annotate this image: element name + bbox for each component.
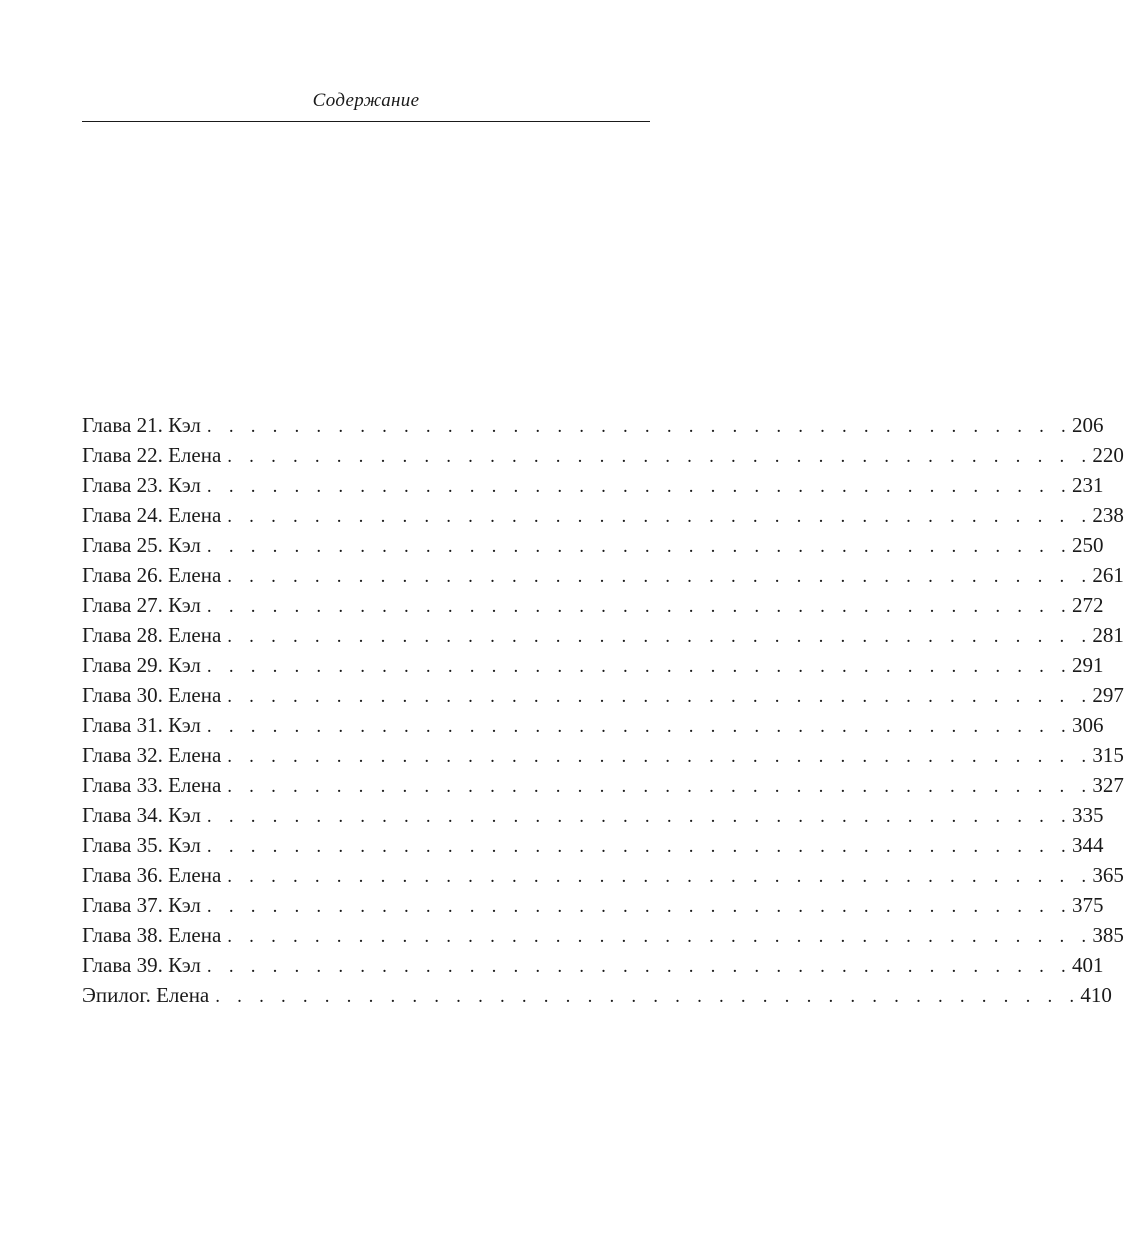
toc-entry-page: 238 [1092, 503, 1124, 527]
toc-entry-title: Глава 32. Елена [82, 743, 222, 767]
toc-entry[interactable] [82, 650, 1104, 680]
dot-leader: . . . . . . . . . . . . . . . . . . . . . . . . . . . . . . . . . . . . . . . . [227, 506, 1093, 527]
table-of-contents [82, 410, 1124, 1010]
dot-leader: . . . . . . . . . . . . . . . . . . . . . . . . . . . . . . . . . . . . . . . . [227, 626, 1093, 647]
toc-entry-title: Глава 37. Кэл [82, 893, 201, 917]
toc-entry-title: Глава 28. Елена [82, 623, 222, 647]
toc-entry[interactable] [82, 680, 1124, 710]
toc-entry-page: 365 [1092, 863, 1124, 887]
toc-entry[interactable] [82, 890, 1104, 920]
toc-entry-title: Глава 27. Кэл [82, 593, 201, 617]
toc-entry-page: 231 [1071, 473, 1104, 497]
toc-entry[interactable] [82, 800, 1104, 830]
dot-leader: . . . . . . . . . . . . . . . . . . . . . . . . . . . . . . . . . . . . . . . . [227, 926, 1093, 947]
dot-leader: . . . . . . . . . . . . . . . . . . . . . . . . . . . . . . . . . . . . . . . . [206, 596, 1072, 617]
toc-entry-page: 335 [1071, 803, 1104, 827]
toc-entry-page: 401 [1071, 953, 1104, 977]
toc-entry-title: Эпилог. Елена [82, 983, 210, 1007]
toc-entry[interactable] [82, 830, 1104, 860]
header-rule [82, 121, 650, 122]
toc-entry-title: Глава 21. Кэл [82, 413, 201, 437]
toc-entry[interactable] [82, 740, 1124, 770]
toc-entry[interactable] [82, 590, 1104, 620]
toc-entry-title: Глава 23. Кэл [82, 473, 201, 497]
toc-entry[interactable] [82, 410, 1104, 440]
toc-entry-page: 306 [1071, 713, 1104, 737]
toc-entry-page: 327 [1092, 773, 1124, 797]
running-header-title: Содержание [312, 90, 420, 111]
toc-entry[interactable] [82, 770, 1124, 800]
toc-entry[interactable] [82, 950, 1104, 980]
toc-entry-page: 272 [1071, 593, 1104, 617]
toc-entry-page: 250 [1071, 533, 1104, 557]
dot-leader: . . . . . . . . . . . . . . . . . . . . . . . . . . . . . . . . . . . . . . . . [227, 746, 1093, 767]
toc-entry-title: Глава 29. Кэл [82, 653, 201, 677]
dot-leader: . . . . . . . . . . . . . . . . . . . . . . . . . . . . . . . . . . . . . . . . [206, 536, 1072, 557]
toc-entry-title: Глава 26. Елена [82, 563, 222, 587]
toc-entry[interactable] [82, 920, 1124, 950]
dot-leader: . . . . . . . . . . . . . . . . . . . . . . . . . . . . . . . . . . . . . . . . [206, 806, 1072, 827]
toc-entry-title: Глава 33. Елена [82, 773, 222, 797]
toc-entry[interactable] [82, 980, 1112, 1010]
toc-entry[interactable] [82, 560, 1124, 590]
toc-entry-title: Глава 25. Кэл [82, 533, 201, 557]
toc-entry-title: Глава 36. Елена [82, 863, 222, 887]
dot-leader: . . . . . . . . . . . . . . . . . . . . . . . . . . . . . . . . . . . . . . . . [206, 956, 1072, 977]
toc-entry[interactable] [82, 860, 1124, 890]
toc-entry-page: 375 [1071, 893, 1104, 917]
dot-leader: . . . . . . . . . . . . . . . . . . . . . . . . . . . . . . . . . . . . . . . . [206, 416, 1072, 437]
toc-entry-page: 410 [1080, 983, 1112, 1007]
dot-leader: . . . . . . . . . . . . . . . . . . . . . . . . . . . . . . . . . . . . . . . . [227, 566, 1093, 587]
dot-leader: . . . . . . . . . . . . . . . . . . . . . . . . . . . . . . . . . . . . . . . . [206, 656, 1072, 677]
toc-entry-page: 261 [1092, 563, 1124, 587]
dot-leader: . . . . . . . . . . . . . . . . . . . . . . . . . . . . . . . . . . . . . . . . [206, 836, 1072, 857]
toc-entry-title: Глава 38. Елена [82, 923, 222, 947]
toc-entry-title: Глава 22. Елена [82, 443, 222, 467]
dot-leader: . . . . . . . . . . . . . . . . . . . . . . . . . . . . . . . . . . . . . . . . [227, 686, 1093, 707]
dot-leader: . . . . . . . . . . . . . . . . . . . . . . . . . . . . . . . . . . . . . . . . [227, 776, 1093, 797]
toc-entry[interactable] [82, 710, 1104, 740]
toc-entry[interactable] [82, 470, 1104, 500]
dot-leader: . . . . . . . . . . . . . . . . . . . . . . . . . . . . . . . . . . . . . . . . [206, 716, 1072, 737]
toc-entry-page: 281 [1092, 623, 1124, 647]
toc-entry-title: Глава 39. Кэл [82, 953, 201, 977]
dot-leader: . . . . . . . . . . . . . . . . . . . . . . . . . . . . . . . . . . . . . . . . [206, 896, 1072, 917]
toc-entry-page: 385 [1092, 923, 1124, 947]
toc-entry-title: Глава 34. Кэл [82, 803, 201, 827]
dot-leader: . . . . . . . . . . . . . . . . . . . . . . . . . . . . . . . . . . . . . . . . [227, 866, 1093, 887]
toc-entry[interactable] [82, 530, 1104, 560]
dot-leader: . . . . . . . . . . . . . . . . . . . . . . . . . . . . . . . . . . . . . . . . [206, 476, 1072, 497]
dot-leader: . . . . . . . . . . . . . . . . . . . . . . . . . . . . . . . . . . . . . . . . [215, 986, 1081, 1007]
toc-entry[interactable] [82, 500, 1124, 530]
toc-entry-page: 297 [1092, 683, 1124, 707]
toc-entry-page: 220 [1092, 443, 1124, 467]
toc-entry[interactable] [82, 620, 1124, 650]
toc-entry-page: 206 [1071, 413, 1104, 437]
toc-entry-title: Глава 31. Кэл [82, 713, 201, 737]
toc-entry-title: Глава 24. Елена [82, 503, 222, 527]
toc-entry-title: Глава 35. Кэл [82, 833, 201, 857]
toc-entry-page: 344 [1071, 833, 1104, 857]
toc-entry[interactable] [82, 440, 1124, 470]
toc-entry-page: 315 [1092, 743, 1124, 767]
toc-entry-title: Глава 30. Елена [82, 683, 222, 707]
dot-leader: . . . . . . . . . . . . . . . . . . . . . . . . . . . . . . . . . . . . . . . . [227, 446, 1093, 467]
toc-entry-page: 291 [1071, 653, 1104, 677]
